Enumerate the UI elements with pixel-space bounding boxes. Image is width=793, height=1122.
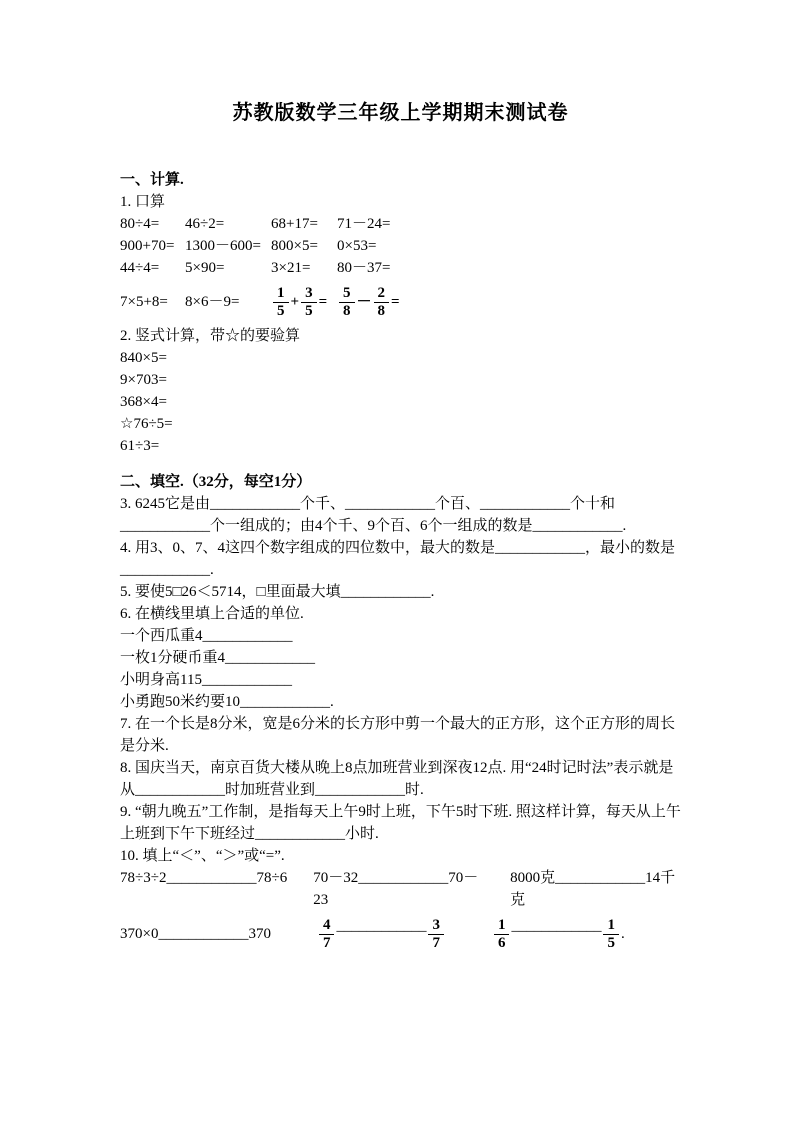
fraction-numerator: 3 bbox=[301, 285, 317, 303]
fraction-denominator: 8 bbox=[377, 302, 386, 319]
blank-line: ____________ bbox=[336, 918, 427, 935]
fraction bbox=[301, 285, 317, 320]
fraction bbox=[273, 285, 289, 320]
vertical-problem: 368×4= bbox=[120, 394, 167, 410]
equals-sign: = bbox=[391, 293, 400, 310]
fraction bbox=[319, 917, 335, 952]
vertical-problem: ☆76÷5= bbox=[120, 416, 173, 432]
section-calculation bbox=[120, 169, 681, 457]
question-4: 4. 用3、0、7、4这四个数字组成的四位数中，最大的数是____________，最小的数是____________. bbox=[120, 540, 676, 578]
oral-problem: 3×21= bbox=[271, 260, 311, 276]
fraction-denominator: 5 bbox=[607, 934, 615, 951]
period: . bbox=[620, 925, 625, 942]
question-7: 7. 在一个长是8分米，宽是6分米的长方形中剪一个最大的正方形，这个正方形的周长是分米. bbox=[120, 716, 676, 754]
comparison-item-fraction bbox=[492, 917, 625, 952]
section1-header: 一、计算. bbox=[120, 172, 184, 188]
comparison-item: 70－32____________70－23 bbox=[313, 870, 479, 908]
fraction bbox=[603, 917, 619, 952]
fraction bbox=[339, 285, 355, 320]
fraction-numerator: 3 bbox=[428, 917, 444, 935]
comparison-item: 78÷3÷2____________78÷6 bbox=[120, 870, 288, 886]
oral-problem: 5×90= bbox=[185, 260, 225, 276]
oral-calc-row bbox=[120, 257, 681, 279]
unit-fill-item: 小勇跑50米约要10____________. bbox=[120, 694, 334, 710]
oral-calc-row bbox=[120, 279, 681, 325]
oral-problem: 80－37= bbox=[337, 260, 391, 276]
oral-problem-fraction-expression bbox=[337, 285, 681, 320]
question-10: 10. 填上“＜”、“＞”或“=”. bbox=[120, 848, 285, 864]
fraction-denominator: 5 bbox=[277, 302, 285, 319]
fraction-numerator: 1 bbox=[603, 917, 619, 935]
question-5: 5. 要使5□26＜5714，□里面最大填____________. bbox=[120, 584, 435, 600]
fraction-denominator: 7 bbox=[432, 934, 440, 951]
fraction-numerator: 1 bbox=[273, 285, 289, 303]
q10-comparison-row bbox=[120, 867, 681, 911]
oral-problem: 0×53= bbox=[337, 238, 377, 254]
plus-operator: + bbox=[290, 293, 300, 310]
vertical-problem: 840×5= bbox=[120, 350, 167, 366]
oral-problem: 900+70= bbox=[120, 238, 175, 254]
oral-problem: 44÷4= bbox=[120, 260, 160, 276]
oral-problem: 8×6－9= bbox=[185, 294, 240, 310]
fraction-numerator: 2 bbox=[374, 285, 390, 303]
question-6: 6. 在横线里填上合适的单位. bbox=[120, 606, 304, 622]
fraction bbox=[428, 917, 444, 952]
oral-problem: 7×5+8= bbox=[120, 294, 168, 310]
oral-calc-row bbox=[120, 213, 681, 235]
unit-fill-item: 一个西瓜重4____________ bbox=[120, 628, 293, 644]
equals-sign: = bbox=[318, 293, 328, 310]
oral-problem: 46÷2= bbox=[185, 216, 225, 232]
unit-fill-item: 一枚1分硬币重4____________ bbox=[120, 650, 316, 666]
q10-comparison-row bbox=[120, 913, 681, 955]
minus-operator: － bbox=[356, 293, 372, 310]
fraction-numerator: 4 bbox=[319, 917, 335, 935]
question-9: 9. “朝九晚五”工作制，是指每天上午9时上班，下午5时下班. 照这样计算，每天从上午上班到下午下班经过____________小时. bbox=[120, 804, 681, 842]
oral-problem: 80÷4= bbox=[120, 216, 160, 232]
fraction-numerator: 5 bbox=[339, 285, 355, 303]
vertical-problem: 61÷3= bbox=[120, 438, 160, 454]
oral-problem-fraction-expression bbox=[271, 285, 337, 320]
comparison-item: 8000克____________14千克 bbox=[510, 870, 676, 908]
oral-calc-row bbox=[120, 235, 681, 257]
oral-problem: 68+17= bbox=[271, 216, 318, 232]
paper-title: 苏教版数学三年级上学期期末测试卷 bbox=[232, 102, 569, 124]
unit-fill-item: 小明身高115____________ bbox=[120, 672, 292, 688]
oral-problem: 1300－600= bbox=[185, 238, 261, 254]
fraction-denominator: 8 bbox=[343, 302, 351, 319]
fraction-denominator: 5 bbox=[305, 302, 313, 319]
section-fill-in-blanks bbox=[120, 471, 681, 955]
fraction-denominator: 7 bbox=[322, 934, 331, 951]
vertical-problem: 9×703= bbox=[120, 372, 167, 388]
fraction bbox=[374, 285, 390, 320]
comparison-item-fraction bbox=[317, 917, 446, 952]
oral-calc-label: 1. 口算 bbox=[120, 194, 166, 210]
question-8: 8. 国庆当天，南京百货大楼从晚上8点加班营业到深夜12点. 用“24时记时法”表示就是从____________时加班营业到____________时. bbox=[120, 760, 674, 798]
blank-line: ____________ bbox=[511, 918, 602, 935]
oral-problem: 800×5= bbox=[271, 238, 318, 254]
section2-header: 二、填空.（32分，每空1分） bbox=[120, 474, 312, 490]
question-3: 3. 6245它是由____________个千、____________个百、____________个十和____________个一组成的；由4个千、9个百、6个一组成的数是____________. bbox=[120, 496, 627, 534]
fraction-numerator: 1 bbox=[494, 917, 510, 935]
fraction bbox=[494, 917, 510, 952]
fraction-denominator: 6 bbox=[497, 934, 506, 951]
comparison-item: 370×0____________370 bbox=[120, 926, 271, 942]
vertical-calc-label: 2. 竖式计算，带☆的要验算 bbox=[120, 328, 301, 344]
oral-problem: 71－24= bbox=[337, 216, 391, 232]
